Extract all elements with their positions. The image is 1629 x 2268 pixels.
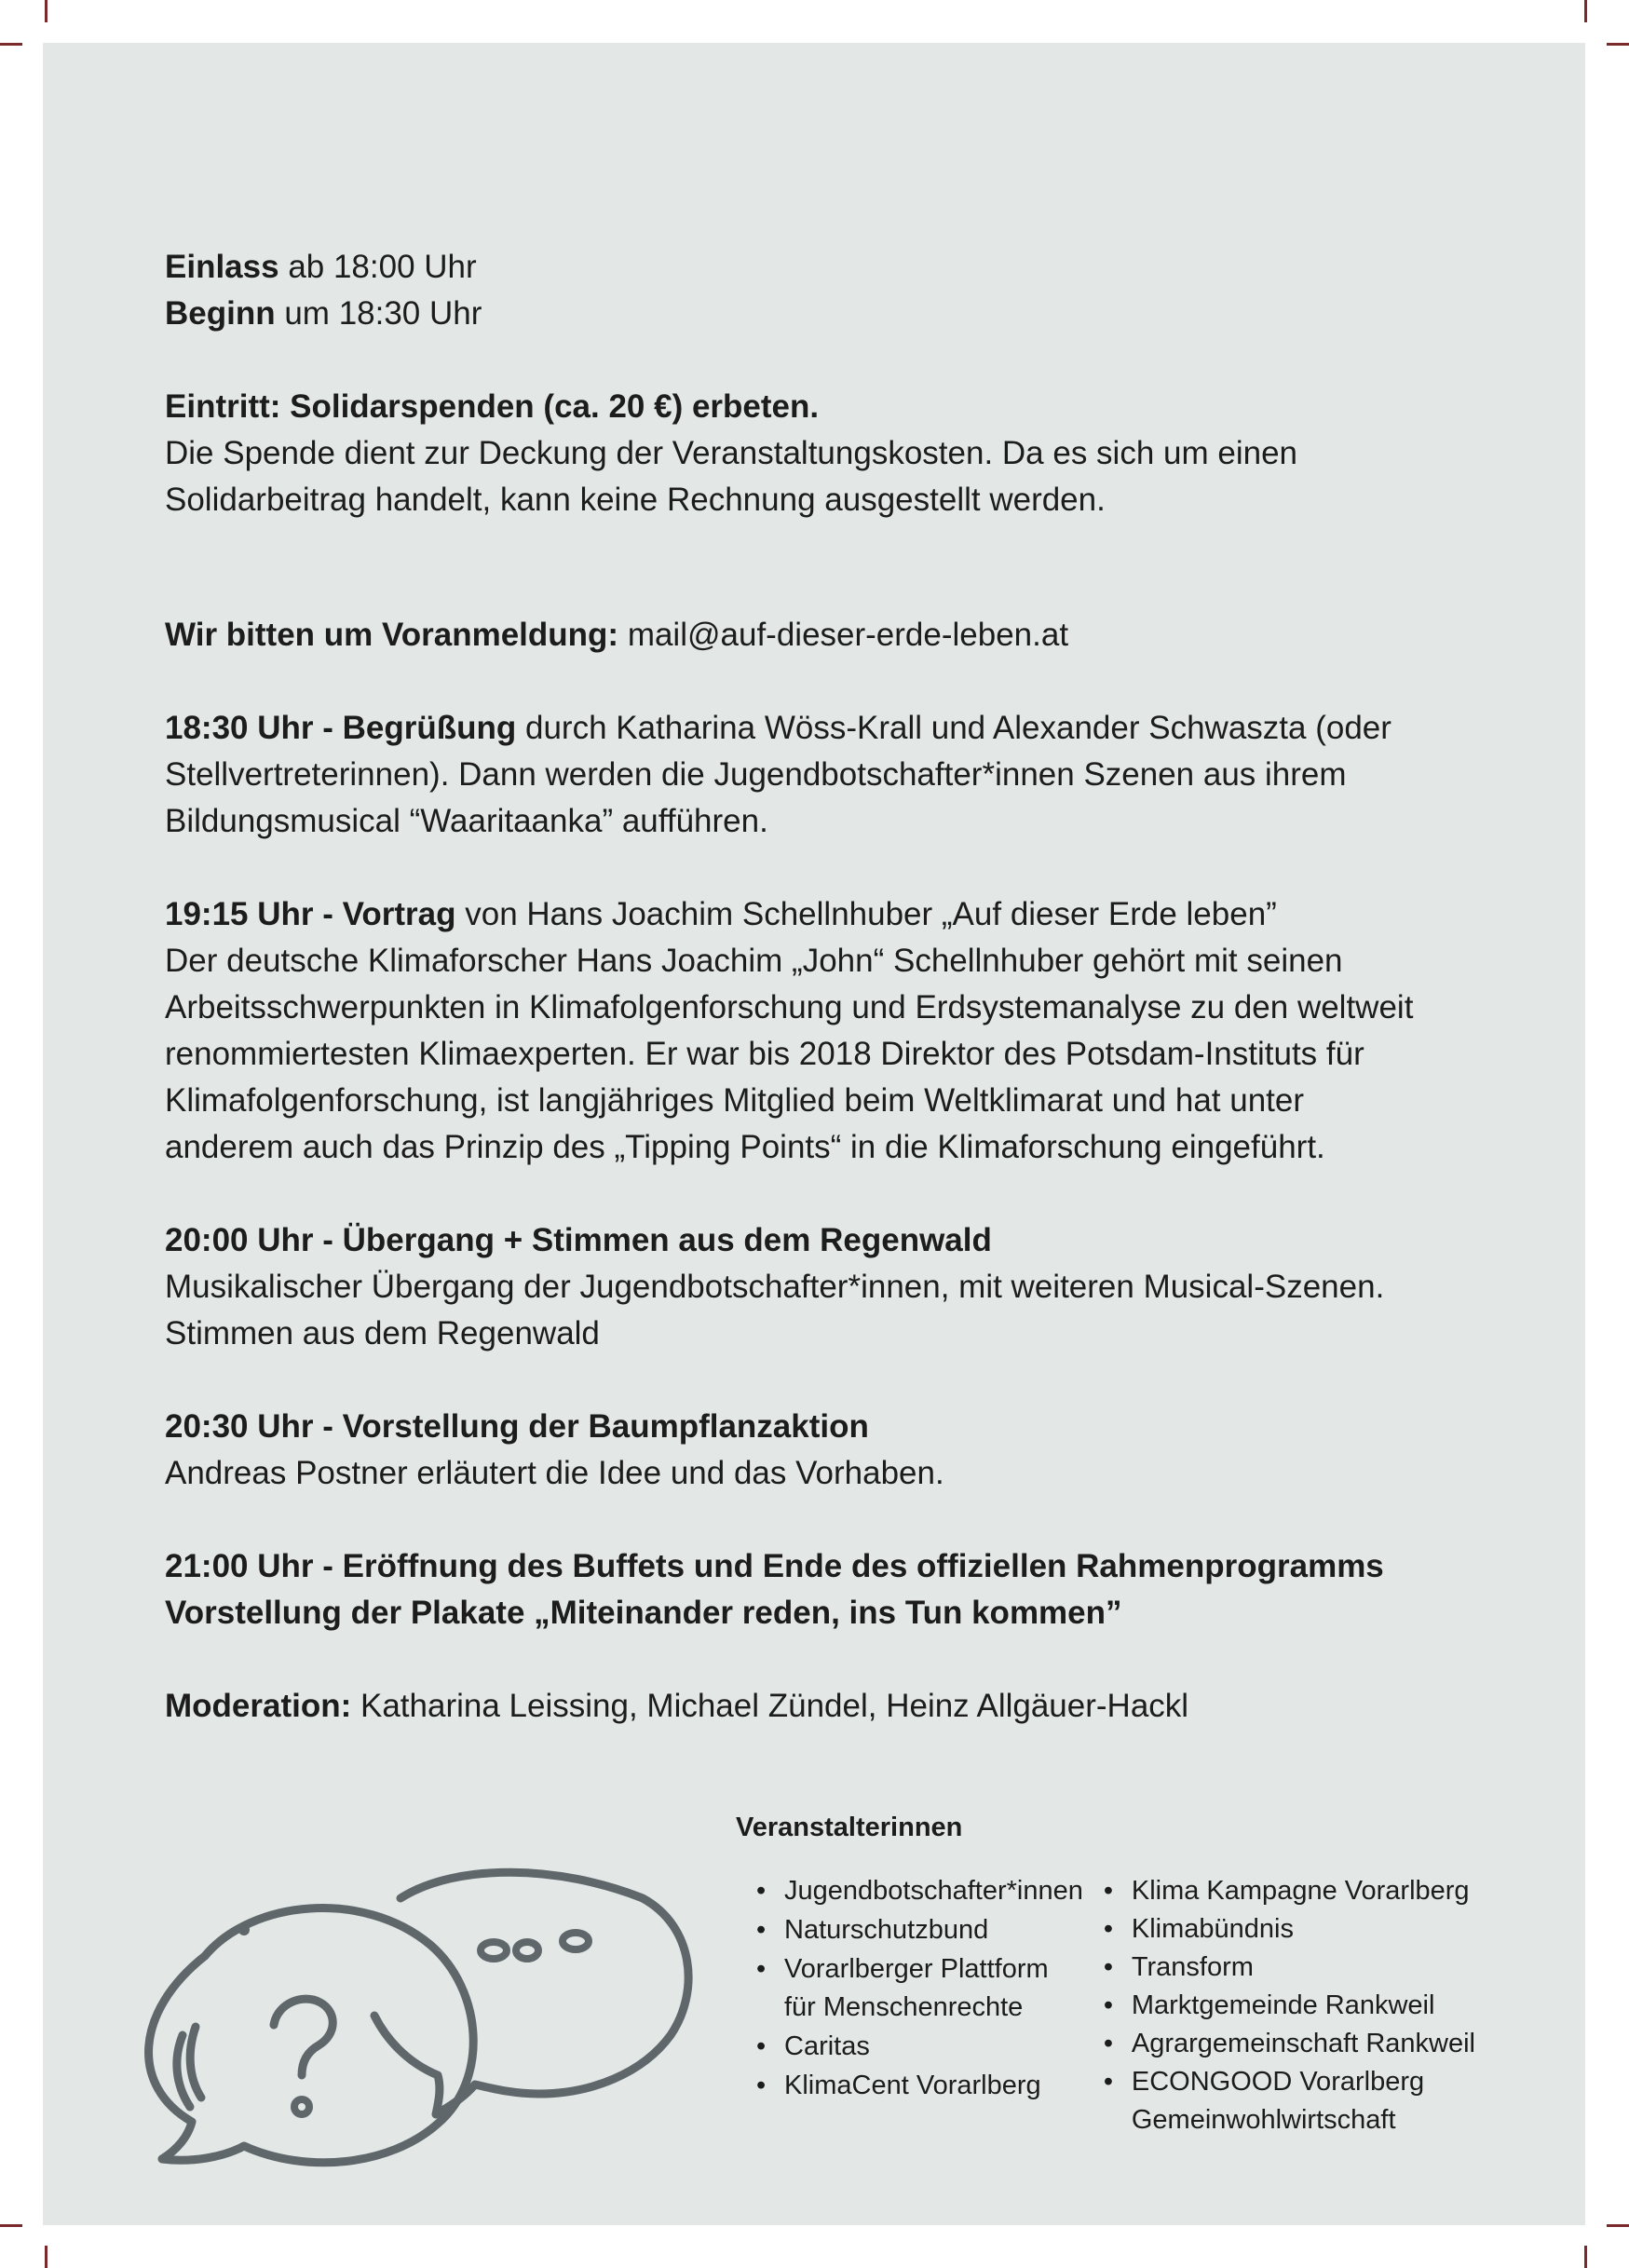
list-item: • Transform: [1083, 1949, 1555, 1987]
welcome-heading: 18:30 Uhr - Begrüßung: [165, 710, 517, 746]
list-item: • Vorarlberger Plattform für Menschenrechte: [736, 1950, 1083, 2027]
crop-mark: [0, 43, 22, 46]
crop-mark: [45, 2246, 48, 2268]
talk-text-1: von Hans Joachim Schellnhuber „Auf dieser Erde leben”: [465, 896, 1277, 932]
organizers-title: Veranstalterinnen: [736, 1813, 963, 1842]
entry-time: ab 18:00 Uhr: [288, 249, 477, 285]
crop-mark: [1584, 2246, 1587, 2268]
moderation-names: Katharina Leissing, Michael Zündel, Heinz Allgäuer-Hackl: [360, 1688, 1189, 1724]
trees-text-1: Andreas Postner erläutert die Idee und das Vorhaben.: [165, 1455, 944, 1491]
organizers-list-2: [1083, 1872, 1555, 2139]
start-time: um 18:30 Uhr: [284, 295, 482, 332]
entry-line: [165, 244, 1487, 291]
list-item: • Marktgemeinde Rankweil: [1083, 1987, 1555, 2025]
talk-line-1: [165, 891, 1487, 938]
talk-heading: 19:15 Uhr - Vortrag: [165, 896, 456, 932]
fee-text-1: Die Spende dient zur Deckung der Veranstaltungskosten. Da es sich um einen: [165, 435, 1297, 471]
list-item: • ECONGOOD Vorarlberg Gemeinwohlwirtschaft: [1083, 2063, 1555, 2139]
talk-text-6: anderem auch das Prinzip des „Tipping Points“ in die Klimaforschung eingeführt.: [165, 1129, 1325, 1165]
program-buffet: [165, 1543, 1487, 1636]
entry-label: Einlass: [165, 249, 279, 285]
moderation-label: Moderation:: [165, 1688, 352, 1724]
transition-heading: 20:00 Uhr - Übergang + Stimmen aus dem Regenwald: [165, 1222, 992, 1258]
registration-email[interactable]: mail@auf-dieser-erde-leben.at: [627, 617, 1069, 653]
crop-mark: [1607, 2224, 1629, 2227]
moderation-section: [165, 1683, 1487, 1730]
start-line: [165, 291, 1487, 337]
list-item: • Jugendbotschafter*innen: [736, 1872, 1083, 1910]
organizers-list-1: [736, 1872, 1083, 2139]
moderation-line: [165, 1683, 1487, 1730]
talk-text-4: renommiertesten Klimaexperten. Er war bis 2018 Direktor des Potsdam-Instituts für: [165, 1036, 1364, 1072]
transition-text-1: Musikalischer Übergang der Jugendbotschafter*innen, mit weiteren Musical-Szenen.: [165, 1269, 1385, 1305]
list-item: • Klima Kampagne Vorarlberg: [1083, 1872, 1555, 1910]
registration-line: [165, 612, 1487, 659]
list-item: • Klimabündnis: [1083, 1910, 1555, 1949]
start-label: Beginn: [165, 295, 276, 332]
welcome-text-2: Stellvertreterinnen). Dann werden die Jugendbotschafter*innen Szenen aus ihrem: [165, 756, 1347, 793]
program-talk: [165, 891, 1487, 1171]
transition-text-2: Stimmen aus dem Regenwald: [165, 1315, 600, 1351]
fee-heading: Eintritt: Solidarspenden (ca. 20 €) erbeten.: [165, 388, 820, 425]
speech-bubbles-icon: [121, 1844, 699, 2193]
buffet-text-2: Vorstellung der Plakate „Miteinander reden, ins Tun kommen”: [165, 1595, 1122, 1631]
program-trees: [165, 1404, 1487, 1497]
crop-mark: [1607, 43, 1629, 46]
talk-text-5: Klimafolgenforschung, ist langjähriges Mitglied beim Weltklimarat und hat unter: [165, 1082, 1305, 1119]
welcome-text-3: Bildungsmusical “Waaritaanka” aufführen.: [165, 803, 768, 839]
program-transition: [165, 1217, 1487, 1357]
list-item: • Caritas: [736, 2028, 1083, 2066]
organizers-section: [736, 1809, 1555, 2139]
registration-label: Wir bitten um Voranmeldung:: [165, 617, 619, 653]
program-welcome: [165, 705, 1487, 845]
list-item: • KlimaCent Vorarlberg: [736, 2067, 1083, 2105]
admission-section: [165, 244, 1487, 337]
list-item: • Naturschutzbund: [736, 1911, 1083, 1949]
organizers-columns: [736, 1872, 1555, 2139]
talk-text-3: Arbeitsschwerpunkten in Klimafolgenforschung und Erdsystemanalyse zu den weltweit: [165, 989, 1414, 1025]
list-item: • Agrargemeinschaft Rankweil: [1083, 2025, 1555, 2063]
buffet-heading: 21:00 Uhr - Eröffnung des Buffets und Ende des offiziellen Rahmenprogramms: [165, 1548, 1384, 1584]
registration-section: [165, 612, 1487, 659]
welcome-line-1: [165, 705, 1487, 752]
fee-text-2: Solidarbeitrag handelt, kann keine Rechnung ausgestellt werden.: [165, 482, 1106, 518]
fee-section: [165, 384, 1487, 523]
welcome-text-1: durch Katharina Wöss-Krall und Alexander Schwaszta (oder: [525, 710, 1391, 746]
crop-mark: [45, 0, 48, 22]
crop-mark: [0, 2224, 22, 2227]
question-mark-icon: [274, 1999, 333, 2075]
trees-heading: 20:30 Uhr - Vorstellung der Baumpflanzaktion: [165, 1408, 869, 1445]
crop-mark: [1584, 0, 1587, 22]
talk-text-2: Der deutsche Klimaforscher Hans Joachim „John“ Schellnhuber gehört mit seinen: [165, 943, 1343, 979]
flyer-content: [165, 244, 1487, 1730]
